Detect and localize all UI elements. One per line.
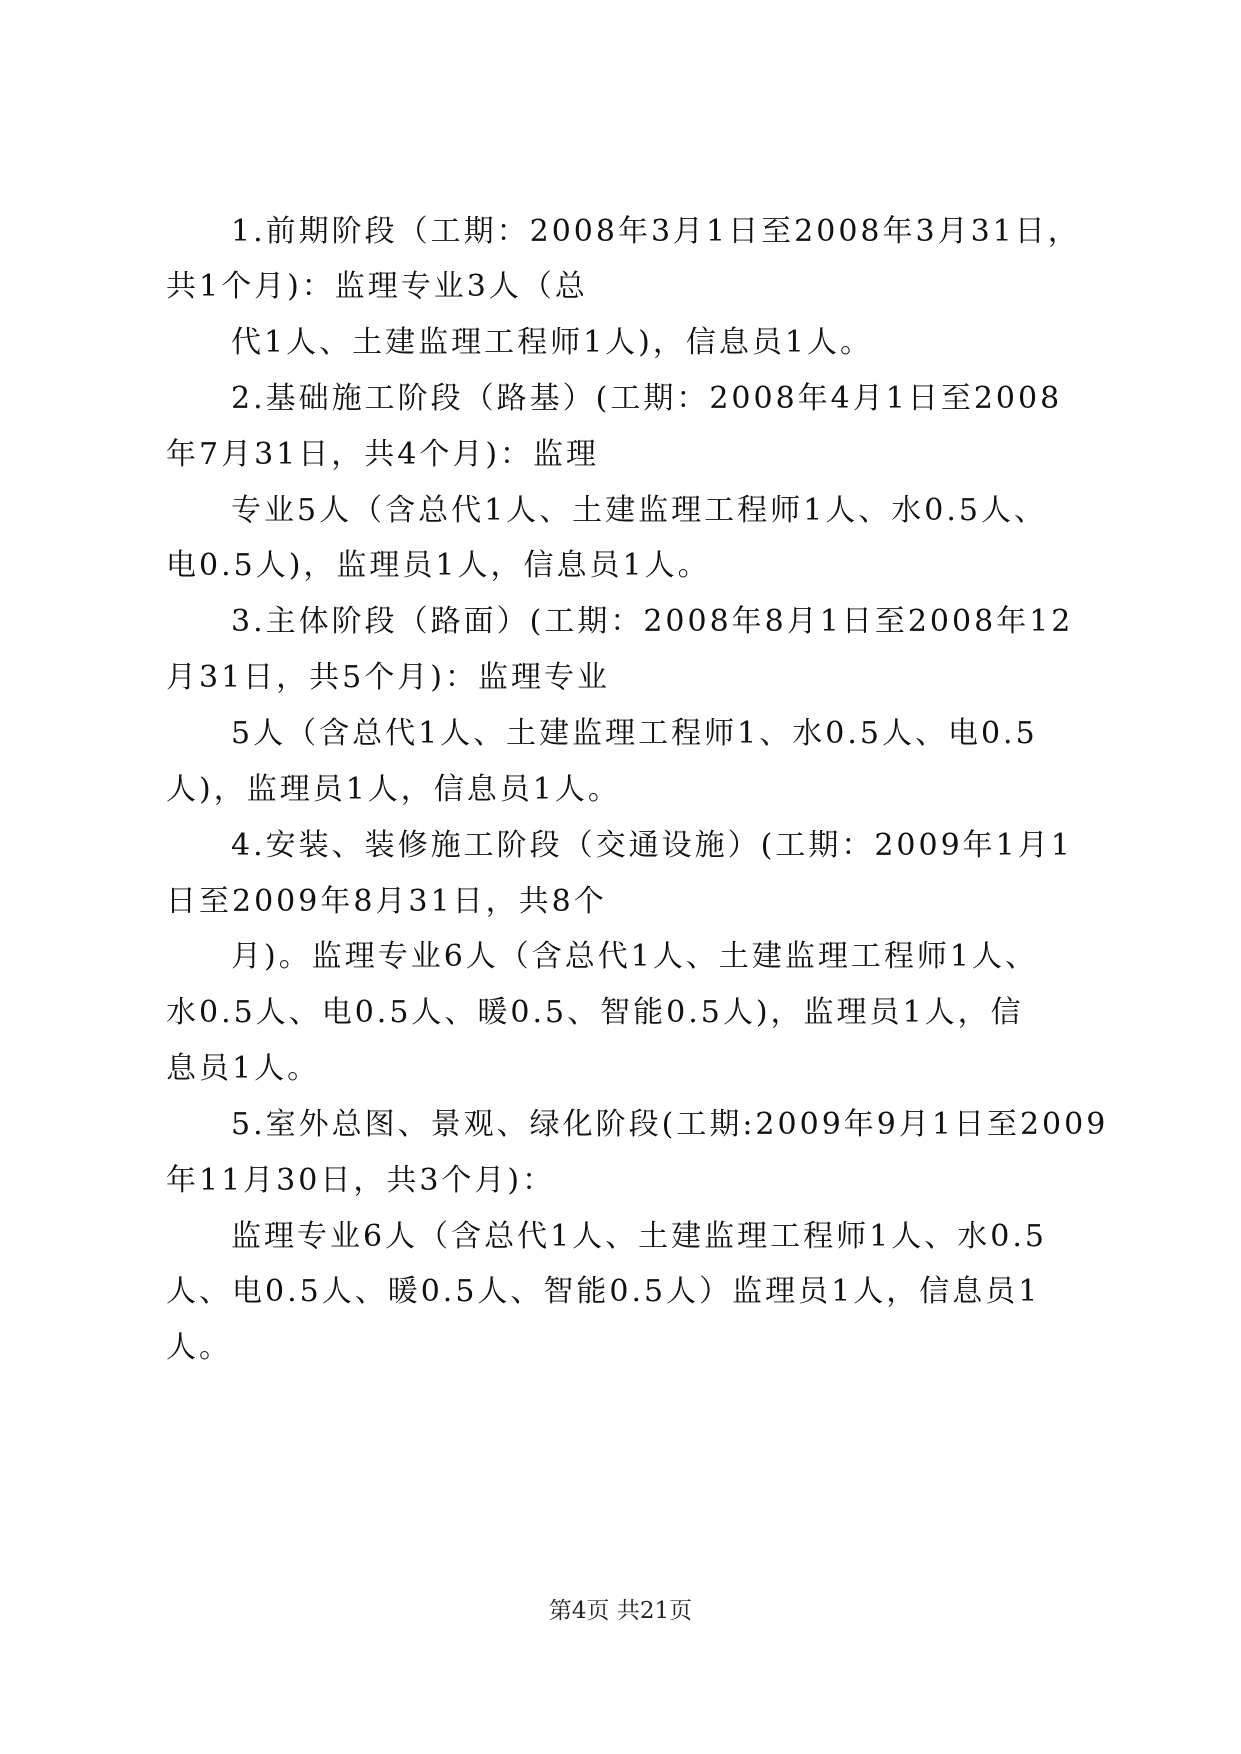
paragraph-2-line-4: 电0.5人)，监理员1人，信息员1人。	[166, 548, 711, 583]
paragraph-4-line-3: 月)。监理专业6人（含总代1人、土建监理工程师1人、	[231, 939, 1038, 974]
page-number-footer: 第4页 共21页	[548, 1598, 693, 1624]
paragraph-2-line-3: 专业5人（含总代1人、土建监理工程师1人、水0.5人、	[231, 493, 1047, 528]
paragraph-3-line-1: 3.主体阶段（路面）(工期：2008年8月1日至2008年12	[231, 604, 1074, 639]
paragraph-3-line-4: 人)，监理员1人，信息员1人。	[166, 772, 621, 807]
paragraph-5-line-4: 人、电0.5人、暖0.5人、智能0.5人）监理员1人，信息员1	[166, 1274, 1041, 1309]
paragraph-2-line-1: 2.基础施工阶段（路基）(工期：2008年4月1日至2008	[231, 381, 1063, 416]
paragraph-4-line-4: 水0.5人、电0.5人、暖0.5、智能0.5人)，监理员1人，信	[166, 995, 1024, 1030]
paragraph-5-line-1: 5.室外总图、景观、绿化阶段(工期:2009年9月1日至2009	[231, 1107, 1109, 1142]
paragraph-4-line-1: 4.安装、装修施工阶段（交通设施）(工期：2009年1月1	[231, 828, 1073, 863]
paragraph-1-line-3: 代1人、土建监理工程师1人)，信息员1人。	[231, 325, 873, 360]
paragraph-5-line-3: 监理专业6人（含总代1人、土建监理工程师1人、水0.5	[231, 1219, 1047, 1254]
paragraph-5-line-2: 年11月30日，共3个月)：	[166, 1163, 556, 1198]
paragraph-4-line-5: 息员1人。	[166, 1051, 321, 1086]
paragraph-4-line-2: 日至2009年8月31日，共8个	[166, 884, 607, 919]
paragraph-1-line-1: 1.前期阶段（工期：2008年3月1日至2008年3月31日，	[231, 214, 1081, 249]
paragraph-3-line-2: 月31日，共5个月)：监理专业	[166, 660, 610, 695]
paragraph-2-line-2: 年7月31日，共4个月)：监理	[166, 437, 600, 472]
paragraph-5-line-5: 人。	[166, 1330, 232, 1365]
paragraph-1-line-2: 共1个月)：监理专业3人（总	[166, 269, 588, 304]
paragraph-3-line-3: 5人（含总代1人、土建监理工程师1、水0.5人、电0.5	[231, 716, 1038, 751]
